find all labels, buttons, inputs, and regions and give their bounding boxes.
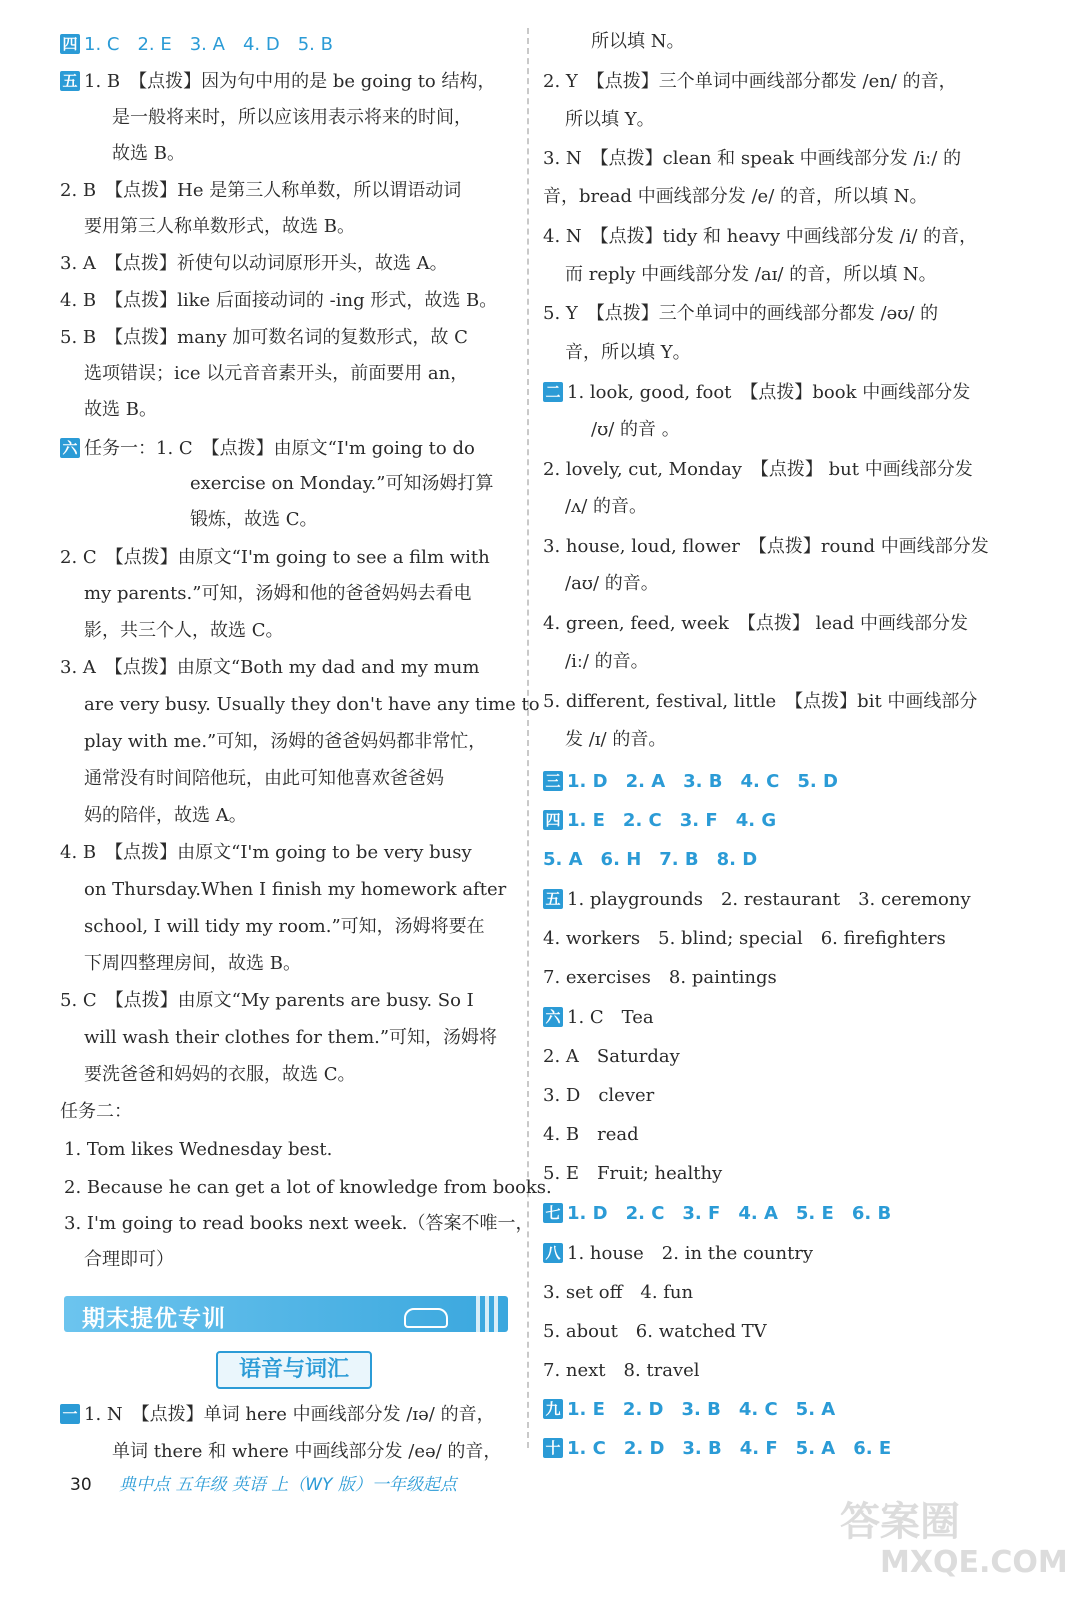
answer-line: are very busy. Usually they don't have any time to [84,694,540,715]
answer-line: 故选 B。 [112,143,185,164]
answer-line: 3. A 【点拨】祈使句以动词原形开头，故选 A。 [60,253,448,274]
task-heading: 任务二： [60,1101,132,1122]
answer-line: 4. B 【点拨】like 后面接动词的 -ing 形式，故选 B。 [60,290,498,311]
answer-line: /ʊ/ 的音 。 [591,419,680,440]
answer-line: 七 1. D 2. C 3. F 4. A 5. E 6. B [543,1202,891,1226]
answer-line: 3. house, loud, flower 【点拨】round 中画线部分发 [543,536,989,557]
answer-line: /ʌ/ 的音。 [565,496,648,517]
section-banner [64,1296,508,1332]
section-marker-5: 五 [60,71,80,91]
answer-line: /aʊ/ 的音。 [565,573,659,594]
answer-line: 3. A 【点拨】由原文“Both my dad and my mum [60,657,480,678]
answer-line: 音，bread 中画线部分发 /e/ 的音，所以填 N。 [543,186,928,207]
answer-line: 2. Because he can get a lot of knowledge from books. [64,1177,552,1198]
answer-line: 一 1. N 【点拨】单词 here 中画线部分发 /ɪə/ 的音， [60,1403,495,1427]
answer-line: 2. C 【点拨】由原文“I'm going to see a film with [60,547,490,568]
answer-line: 4. workers 5. blind; special 6. firefighters [543,928,946,949]
answer-line: 发 /ɪ/ 的音。 [565,729,667,750]
answer-line: /iː/ 的音。 [565,651,649,672]
answer-line: 四 1. C 2. E 3. A 4. D 5. B [60,33,333,57]
section-marker-6: 六 [60,438,80,458]
answer-line: 音，所以填 Y。 [565,342,691,363]
answer-line: 单词 there 和 where 中画线部分发 /eə/ 的音， [112,1441,502,1462]
answer-line: 所以填 Y。 [565,109,655,130]
answer-line: 锻炼，故选 C。 [190,509,318,530]
answer-line: 3. I'm going to read books next week.（答案不唯一， [64,1213,534,1234]
answer-line: on Thursday.When I finish my homework after [84,879,507,900]
answer-line: 要洗爸爸和妈妈的衣服，故选 C。 [84,1064,356,1085]
answer-line: 5. A 6. H 7. B 8. D [543,849,758,870]
answer-line: 九 1. E 2. D 3. B 4. C 5. A [543,1398,835,1422]
answer-line: 五 1. B 【点拨】因为句中用的是 be going to 结构， [60,70,496,94]
answer-line: play with me.”可知，汤姆的爸爸妈妈都非常忙， [84,731,487,752]
answer-line: 5. C 【点拨】由原文“My parents are busy. So I [60,990,474,1011]
section-marker-8: 八 [543,1243,563,1263]
watermark-logo: 答案圈 [840,1499,960,1545]
answer-line: 十 1. C 2. D 3. B 4. F 5. A 6. E [543,1437,891,1461]
answer-line: 四 1. E 2. C 3. F 4. G [543,809,776,833]
answer-line: 1. Tom likes Wednesday best. [64,1139,333,1160]
answer-line: 5. different, festival, little 【点拨】bit 中画线部分 [543,691,978,712]
answer-line: will wash their clothes for them.”可知，汤姆将 [84,1027,498,1048]
answer-line: 2. A Saturday [543,1046,680,1067]
answer-line: 2. lovely, cut, Monday 【点拨】 but 中画线部分发 [543,459,973,480]
answer-line: 3. N 【点拨】clean 和 speak 中画线部分发 /iː/ 的 [543,148,962,169]
footer-brand: 典中点 [119,1475,171,1495]
answer-line: 2. Y 【点拨】三个单词中画线部分都发 /en/ 的音， [543,71,957,92]
answer-line: 影，共三个人，故选 C。 [84,620,284,641]
answer-line: 4. green, feed, week 【点拨】 lead 中画线部分发 [543,613,969,634]
answer-line: 五 1. playgrounds 2. restaurant 3. ceremony [543,888,971,912]
answer-line: 2. B 【点拨】He 是第三人称单数，所以谓语动词 [60,180,462,201]
answer-line: school, I will tidy my room.”可知，汤姆将要在 [84,916,485,937]
answer-line: 4. B 【点拨】由原文“I'm going to be very busy [60,842,472,863]
answer-line: 7. exercises 8. paintings [543,967,777,988]
section-marker-2: 二 [543,382,563,402]
answer-line: 三 1. D 2. A 3. B 4. C 5. D [543,770,838,794]
section-marker-4: 四 [60,34,80,54]
answer-line: 3. set off 4. fun [543,1282,694,1303]
answer-line: 7. next 8. travel [543,1360,700,1381]
answer-line: 二 1. look, good, foot 【点拨】book 中画线部分发 [543,381,970,405]
answer-line: 5. about 6. watched TV [543,1321,767,1342]
section-marker-4b: 四 [543,810,563,830]
answer-line: my parents.”可知，汤姆和他的爸爸妈妈去看电 [84,583,472,604]
answer-line: 是一般将来时，所以应该用表示将来的时间， [112,107,472,128]
answer-line: 下周四整理房间，故选 B。 [84,953,301,974]
answer-line: exercise on Monday.”可知汤姆打算 [190,473,494,494]
answer-line: 六 1. C Tea [543,1006,654,1030]
answer-line: 5. E Fruit; healthy [543,1163,723,1184]
section-marker-1: 一 [60,1404,80,1424]
banner-title: 期末提优专训 [82,1306,226,1332]
answer-line: 4. N 【点拨】tidy 和 heavy 中画线部分发 /i/ 的音， [543,226,978,247]
answer-line: 通常没有时间陪他玩，由此可知他喜欢爸爸妈 [84,768,444,789]
section-marker-3: 三 [543,771,563,791]
stripes-decoration [476,1296,502,1332]
watermark-url: MXQE.COM [880,1545,1068,1580]
answer-line: 而 reply 中画线部分发 /aɪ/ 的音，所以填 N。 [565,264,937,285]
answer-line: 妈的陪伴，故选 A。 [84,805,247,826]
sub-heading: 语音与词汇 [216,1351,372,1389]
section-marker-7: 七 [543,1203,563,1223]
answer-line: 所以填 N。 [591,31,685,52]
section-marker-5b: 五 [543,889,563,909]
answer-line: 5. B 【点拨】many 加可数名词的复数形式，故 C [60,327,468,348]
answer-line: 六 任务一：1. C 【点拨】由原文“I'm going to do [60,437,475,461]
section-marker-6b: 六 [543,1007,563,1027]
answer-line: 八 1. house 2. in the country [543,1242,813,1266]
answer-line: 要用第三人称单数形式，故选 B。 [84,216,355,237]
answer-line: 3. D clever [543,1085,655,1106]
section-marker-9: 九 [543,1399,563,1419]
page-number: 30 [70,1475,92,1495]
answer-line: 5. Y 【点拨】三个单词中的画线部分都发 /əʊ/ 的 [543,303,939,324]
footer-title: 五年级 英语 上（WY 版）一年级起点 [175,1475,457,1495]
answer-line: 选项错误；ice 以元音音素开头，前面要用 an， [84,363,469,384]
car-icon [404,1308,448,1328]
answer-line: 4. B read [543,1124,639,1145]
section-marker-10: 十 [543,1438,563,1458]
page-footer [70,1470,457,1495]
answer-line: 故选 B。 [84,399,157,420]
answer-line: 合理即可） [84,1249,174,1270]
